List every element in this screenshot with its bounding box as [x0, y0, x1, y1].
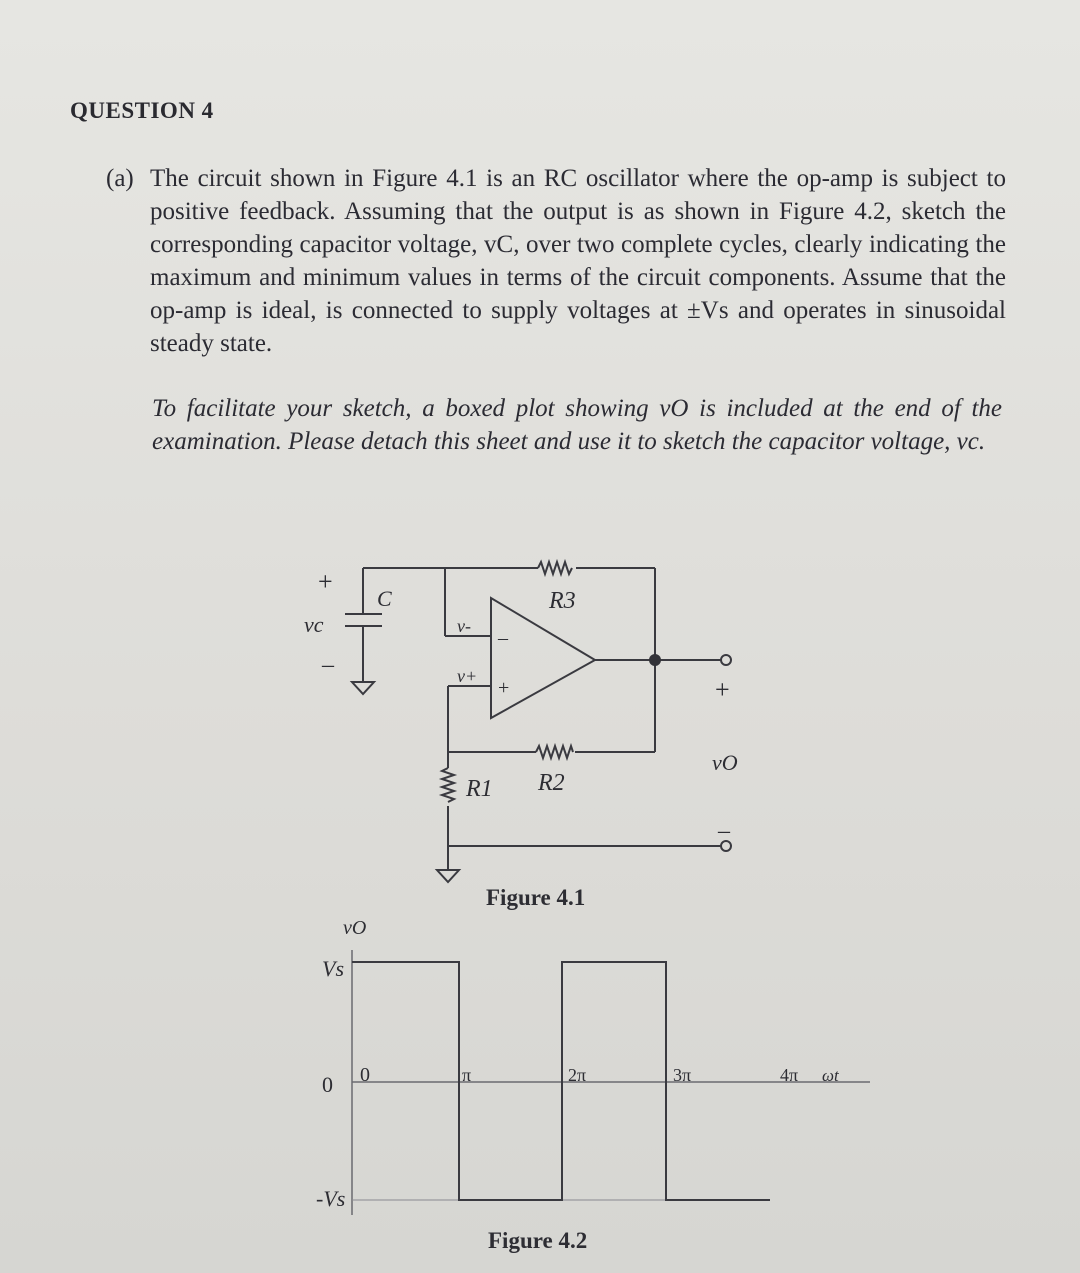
- opamp-inverting-sign: –: [498, 627, 508, 649]
- instruction-note: To facilitate your sketch, a boxed plot showing vO is included at the end of the examination. Please detach this sheet and use it to sketch the capacitor voltage, vc.: [152, 395, 1002, 455]
- plot-tick-pi: π: [462, 1065, 472, 1085]
- circuit-figure-4-1: [345, 562, 731, 882]
- plot-ylabel: vO: [343, 917, 367, 939]
- plot-x-zero-label: 0: [360, 1064, 370, 1086]
- plot-labels: [316, 917, 840, 1253]
- cap-plus-label: +: [318, 567, 333, 596]
- circuit-labels: [304, 567, 738, 910]
- plot-tick-2pi: 2π: [568, 1065, 587, 1085]
- question-heading: QUESTION 4: [70, 98, 214, 123]
- plot-y-bottom-label: -Vs: [316, 1186, 346, 1211]
- cap-minus-label: –: [322, 652, 334, 678]
- r1-label: R1: [466, 776, 493, 802]
- figure-4-2-caption: Figure 4.2: [488, 1228, 588, 1253]
- output-plus-label: +: [715, 675, 730, 704]
- output-junction-dot: [649, 654, 661, 666]
- output-minus-label: –: [718, 818, 730, 844]
- resistor-r2: [536, 746, 573, 758]
- figure-4-1-caption: Figure 4.1: [486, 885, 586, 910]
- output-terminal-top: [721, 655, 731, 665]
- plot-y-zero-label: 0: [322, 1072, 333, 1097]
- plot-tick-3pi: 3π: [673, 1065, 692, 1085]
- part-text: The circuit shown in Figure 4.1 is an RC oscillator where the op-amp is subject to positive feedback. Assuming that the output is as shown in Figure 4.2, sketch the corresponding capacitor voltage, vC, over two complete cycles, clearly indicating the maximum and minimum values in terms of the circuit components. Assume that the op-amp is ideal, is connected to supply voltages at ±Vs and operates in sinusoidal steady state.: [150, 165, 1006, 357]
- plot-xlabel: ωt: [822, 1066, 839, 1085]
- part-label: (a): [106, 165, 134, 192]
- opamp-noninverting-sign: +: [498, 677, 510, 699]
- resistor-r3: [538, 562, 572, 574]
- vc-label: vc: [304, 612, 324, 637]
- plot-tick-4pi: 4π: [780, 1065, 799, 1085]
- vo-output-label: vO: [712, 750, 738, 775]
- capacitor-label: C: [377, 586, 392, 611]
- r3-label: R3: [549, 588, 576, 614]
- vminus-label: v-: [457, 616, 471, 636]
- ground-symbol-cap: [352, 682, 374, 694]
- op-amp-triangle: [491, 598, 595, 718]
- output-square-wave: [352, 962, 770, 1200]
- r2-label: R2: [538, 770, 565, 796]
- plot-y-top-label: Vs: [322, 956, 344, 981]
- resistor-r1: [442, 768, 454, 802]
- vplus-label: v+: [457, 666, 478, 686]
- ground-symbol-r1: [437, 870, 459, 882]
